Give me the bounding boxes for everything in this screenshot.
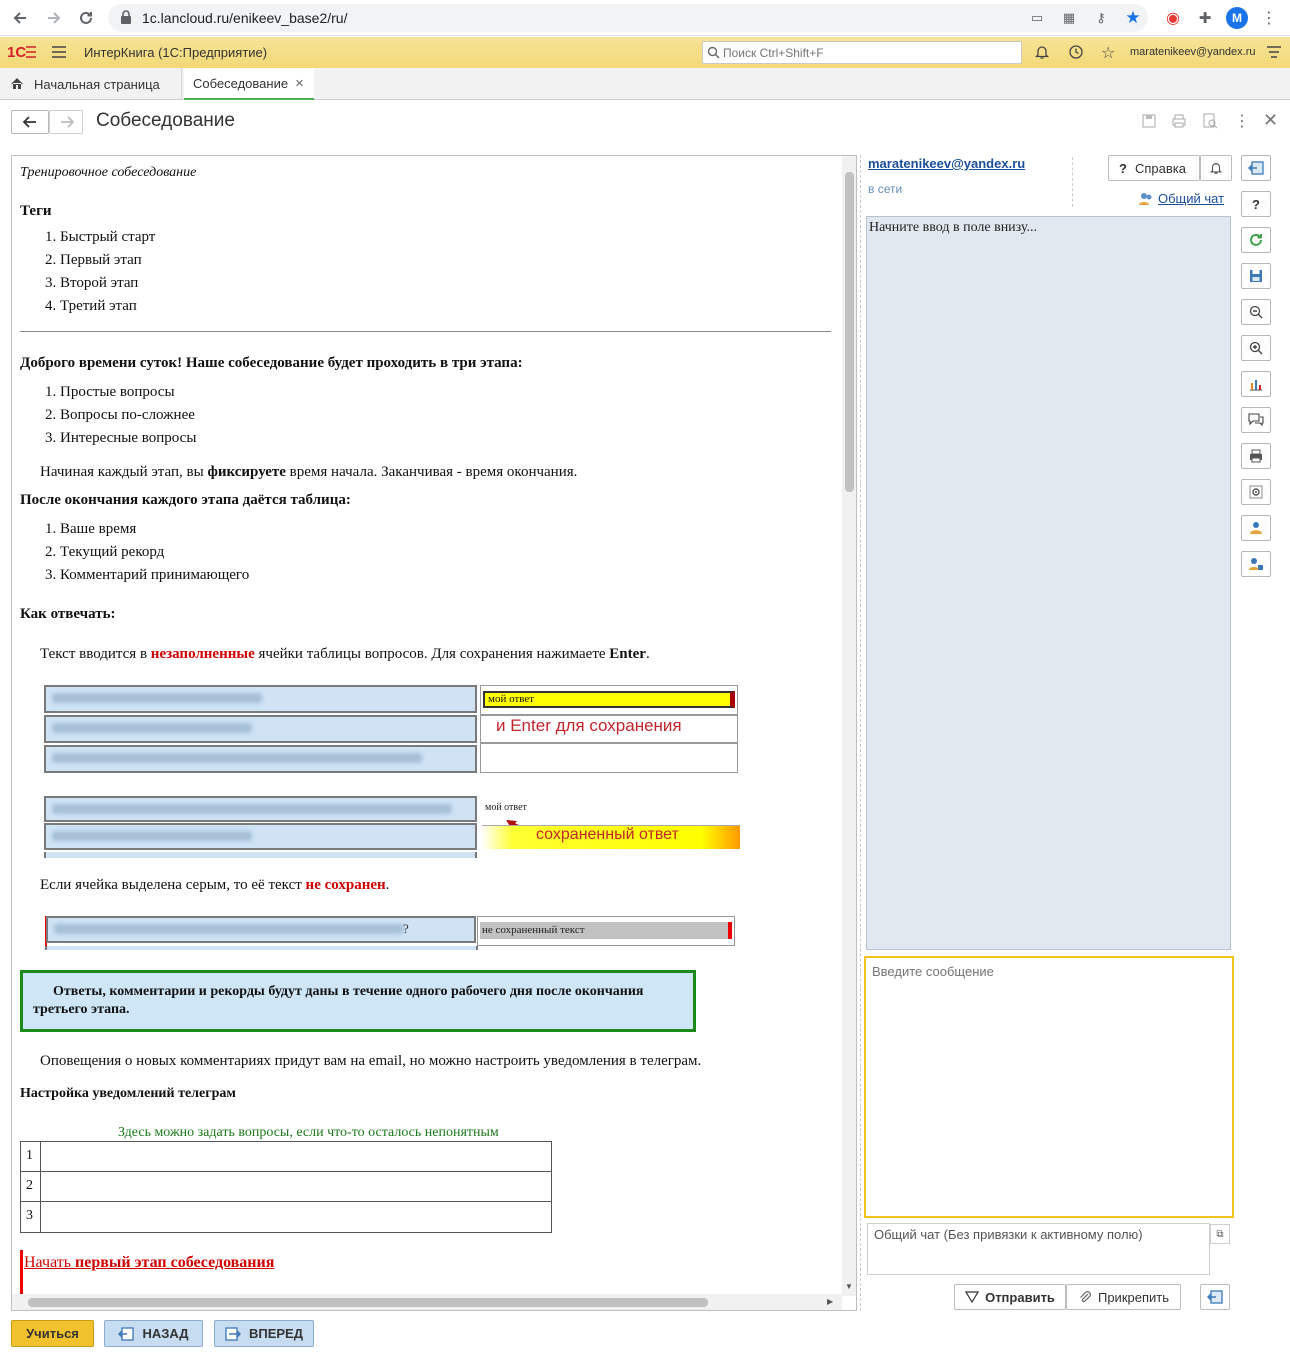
printer-icon bbox=[1249, 449, 1263, 463]
message-input-frame[interactable] bbox=[864, 956, 1234, 1218]
side-print-button[interactable] bbox=[1241, 443, 1271, 469]
example-image-saved bbox=[44, 796, 740, 858]
svg-text:1С: 1С bbox=[7, 44, 27, 61]
browser-menu-icon[interactable]: ⋮ bbox=[1261, 10, 1277, 27]
cast-icon[interactable]: ▭ bbox=[1030, 10, 1044, 25]
example-image-typing bbox=[44, 685, 740, 773]
document-horizontal-scrollbar[interactable] bbox=[12, 1294, 842, 1310]
global-search[interactable] bbox=[702, 41, 1022, 64]
after-item: 1. Ваше время bbox=[45, 521, 137, 537]
report-button[interactable] bbox=[1241, 371, 1271, 397]
chat-exit-button[interactable] bbox=[1200, 1284, 1230, 1310]
url-text[interactable]: 1c.lancloud.ru/enikeev_base2/ru/ bbox=[142, 10, 348, 26]
user-icon bbox=[1249, 521, 1263, 535]
side-save-button[interactable] bbox=[1241, 263, 1271, 289]
favorites-star-icon[interactable]: ☆ bbox=[1101, 45, 1116, 62]
tab-interview-label: Собеседование bbox=[193, 75, 289, 91]
main-menu-icon[interactable] bbox=[50, 44, 68, 60]
unsaved-text-cell: не сохраненный текст bbox=[480, 922, 732, 939]
notice-text: Ответы, комментарии и рекорды будут даны в течение одного рабочего дня после окончания третьего этапа. bbox=[33, 984, 644, 1017]
general-chat-link[interactable]: Общий чат bbox=[1158, 191, 1225, 206]
browser-back-icon[interactable] bbox=[8, 6, 32, 30]
profile-avatar[interactable]: M bbox=[1226, 7, 1248, 29]
after-item: 3. Комментарий принимающего bbox=[45, 567, 250, 583]
zoom-in-icon bbox=[1249, 341, 1263, 355]
form-title: Собеседование bbox=[96, 110, 235, 131]
users-icon bbox=[1138, 192, 1154, 206]
save-icon[interactable] bbox=[1141, 113, 1157, 129]
tag-item[interactable]: 2. Первый этап bbox=[45, 252, 142, 268]
table-row[interactable]: 3 bbox=[21, 1202, 551, 1232]
tab-interview[interactable] bbox=[184, 68, 314, 100]
form-forward-button[interactable] bbox=[49, 110, 83, 134]
side-exit-button[interactable] bbox=[1241, 155, 1271, 181]
questions-caption: Здесь можно задать вопросы, если что-то осталось непонятным bbox=[118, 1125, 499, 1140]
extension-red-icon[interactable]: ◉ bbox=[1166, 10, 1180, 27]
print-icon[interactable] bbox=[1171, 113, 1187, 129]
document-vertical-scrollbar[interactable] bbox=[842, 156, 857, 1296]
send-icon bbox=[965, 1291, 979, 1303]
scroll-thumb[interactable] bbox=[28, 1298, 708, 1307]
qr-code-icon[interactable]: ▦ bbox=[1062, 10, 1076, 25]
question-icon: ? bbox=[1119, 160, 1127, 176]
scroll-right-icon[interactable]: ▶ bbox=[827, 1297, 834, 1306]
section-divider bbox=[20, 331, 831, 332]
example-saved-label: сохраненный ответ bbox=[536, 826, 679, 843]
timing-paragraph: Начиная каждый этап, вы фиксируете время начала. Заканчивая - время окончания. bbox=[40, 464, 578, 480]
example-image-unsaved: ? не сохраненный текст bbox=[45, 916, 735, 950]
zoom-out-button[interactable] bbox=[1241, 299, 1271, 325]
tab-close-icon[interactable]: × bbox=[295, 74, 304, 92]
refresh-icon bbox=[1249, 233, 1263, 247]
users-button[interactable] bbox=[1241, 551, 1271, 577]
browser-reload-icon[interactable] bbox=[74, 6, 98, 30]
start-first-stage-link[interactable]: Начать первый этап собеседования bbox=[24, 1254, 275, 1271]
telegram-settings-heading[interactable]: Настройка уведомлений телеграм bbox=[20, 1086, 236, 1101]
form-header bbox=[0, 101, 1290, 145]
message-input[interactable] bbox=[870, 962, 1228, 1212]
stage-item: 1. Простые вопросы bbox=[45, 384, 175, 400]
tab-home[interactable] bbox=[0, 68, 182, 100]
lock-icon bbox=[120, 10, 132, 24]
settings-menu-icon[interactable] bbox=[1266, 45, 1282, 59]
more-actions-icon[interactable]: ⋮ bbox=[1234, 113, 1250, 130]
arrow-left-icon bbox=[23, 116, 37, 128]
exit-icon bbox=[118, 1327, 134, 1341]
app-title: ИнтерКнига (1С:Предприятие) bbox=[84, 45, 268, 60]
after-item: 2. Текущий рекорд bbox=[45, 544, 165, 560]
scroll-down-icon[interactable]: ▼ bbox=[845, 1282, 853, 1291]
notice-box bbox=[20, 970, 696, 1032]
example-answer-field: мой ответ bbox=[483, 691, 735, 708]
1c-logo-icon bbox=[6, 43, 38, 61]
chat-user-name[interactable]: maratenikeev@yandex.ru bbox=[868, 156, 1026, 171]
users-icon bbox=[1248, 557, 1264, 571]
chat-notifications-button[interactable] bbox=[1200, 155, 1232, 181]
user-button[interactable] bbox=[1241, 515, 1271, 541]
notifications-bell-icon[interactable] bbox=[1034, 44, 1050, 60]
floppy-icon bbox=[1249, 269, 1263, 283]
unsaved-explanation: Если ячейка выделена серым, то её текст не сохранен. bbox=[40, 877, 390, 893]
chat-target-field[interactable]: Общий чат (Без привязки к активному полю) bbox=[867, 1223, 1210, 1275]
tag-item[interactable]: 4. Третий этап bbox=[45, 298, 137, 314]
tag-item[interactable]: 3. Второй этап bbox=[45, 275, 139, 291]
bookmark-star-icon[interactable]: ★ bbox=[1125, 8, 1141, 27]
stage-item: 3. Интересные вопросы bbox=[45, 430, 197, 446]
gear-icon bbox=[1249, 485, 1263, 499]
back-button[interactable]: НАЗАД bbox=[104, 1320, 203, 1347]
table-row[interactable]: 1 bbox=[21, 1142, 551, 1172]
close-form-icon[interactable]: ✕ bbox=[1263, 110, 1279, 130]
tag-item[interactable]: 1. Быстрый старт bbox=[45, 229, 156, 245]
forward-button[interactable]: ВПЕРЕД bbox=[214, 1320, 314, 1347]
panel-splitter[interactable] bbox=[860, 155, 861, 1311]
interview-document[interactable] bbox=[11, 155, 857, 1311]
history-icon[interactable] bbox=[1068, 44, 1084, 60]
learn-button[interactable]: Учиться bbox=[11, 1320, 94, 1347]
home-icon bbox=[10, 77, 24, 90]
bell-icon bbox=[1209, 161, 1223, 175]
example-hint: и Enter для сохранения bbox=[496, 716, 682, 735]
comments-button[interactable] bbox=[1241, 407, 1271, 433]
speech-bubbles-icon bbox=[1248, 413, 1264, 427]
tags-heading: Теги bbox=[20, 203, 52, 219]
how-to-answer-heading: Как отвечать: bbox=[20, 606, 116, 622]
question-icon: ? bbox=[1252, 196, 1260, 212]
start-marker bbox=[20, 1250, 23, 1294]
doc-subtitle: Тренировочное собеседование bbox=[20, 165, 197, 180]
exit-icon bbox=[1248, 161, 1264, 175]
refresh-button[interactable] bbox=[1241, 227, 1271, 253]
chat-empty-hint: Начните ввод в поле внизу... bbox=[869, 220, 1038, 235]
notifications-text: Оповещения о новых комментариях придут вам на email, но можно настроить уведомления в телеграм. bbox=[40, 1053, 702, 1069]
zoom-out-icon bbox=[1249, 305, 1263, 319]
table-row[interactable]: 2 bbox=[21, 1172, 551, 1202]
tab-home-label: Начальная страница bbox=[34, 76, 160, 92]
zoom-in-button[interactable] bbox=[1241, 335, 1271, 361]
extensions-puzzle-icon[interactable]: ✚ bbox=[1198, 10, 1212, 27]
current-user[interactable]: maratenikeev@yandex.ru bbox=[1130, 46, 1256, 58]
enter-icon bbox=[225, 1327, 241, 1341]
scroll-thumb[interactable] bbox=[845, 172, 854, 492]
after-stage-heading: После окончания каждого этапа даётся таблица: bbox=[20, 492, 351, 508]
exit-icon bbox=[1207, 1290, 1223, 1304]
send-button[interactable]: Отправить bbox=[954, 1284, 1066, 1310]
greeting-heading: Доброго времени суток! Наше собеседование будет проходить в три этапа: bbox=[20, 355, 523, 371]
arrow-right-icon bbox=[60, 116, 74, 128]
questions-table bbox=[20, 1141, 552, 1233]
open-chat-icon[interactable]: ⧉ bbox=[1210, 1224, 1230, 1244]
example-saved-answer: мой ответ bbox=[485, 802, 527, 813]
attach-button[interactable]: Прикрепить bbox=[1066, 1284, 1181, 1310]
browser-forward-icon[interactable] bbox=[42, 6, 66, 30]
address-bar[interactable] bbox=[108, 4, 1148, 32]
how-to-answer-text: Текст вводится в незаполненные ячейки таблицы вопросов. Для сохранения нажимаете Enter. bbox=[40, 646, 650, 662]
preview-icon[interactable] bbox=[1202, 113, 1218, 129]
form-back-button[interactable] bbox=[11, 110, 49, 134]
key-icon[interactable]: ⚷ bbox=[1096, 10, 1106, 25]
settings-button[interactable] bbox=[1241, 479, 1271, 505]
open-windows-tabs bbox=[0, 68, 1290, 100]
app-header bbox=[0, 37, 1290, 68]
search-input[interactable] bbox=[721, 44, 1017, 61]
paperclip-icon bbox=[1078, 1290, 1092, 1304]
side-help-button[interactable] bbox=[1241, 191, 1271, 217]
bar-chart-icon bbox=[1249, 377, 1263, 391]
browser-toolbar bbox=[0, 0, 1290, 36]
help-button[interactable]: ? Справка bbox=[1108, 155, 1200, 181]
stage-item: 2. Вопросы по-сложнее bbox=[45, 407, 195, 423]
search-icon bbox=[707, 46, 720, 59]
chat-user-status: в сети bbox=[868, 182, 903, 196]
chat-history bbox=[866, 216, 1231, 950]
